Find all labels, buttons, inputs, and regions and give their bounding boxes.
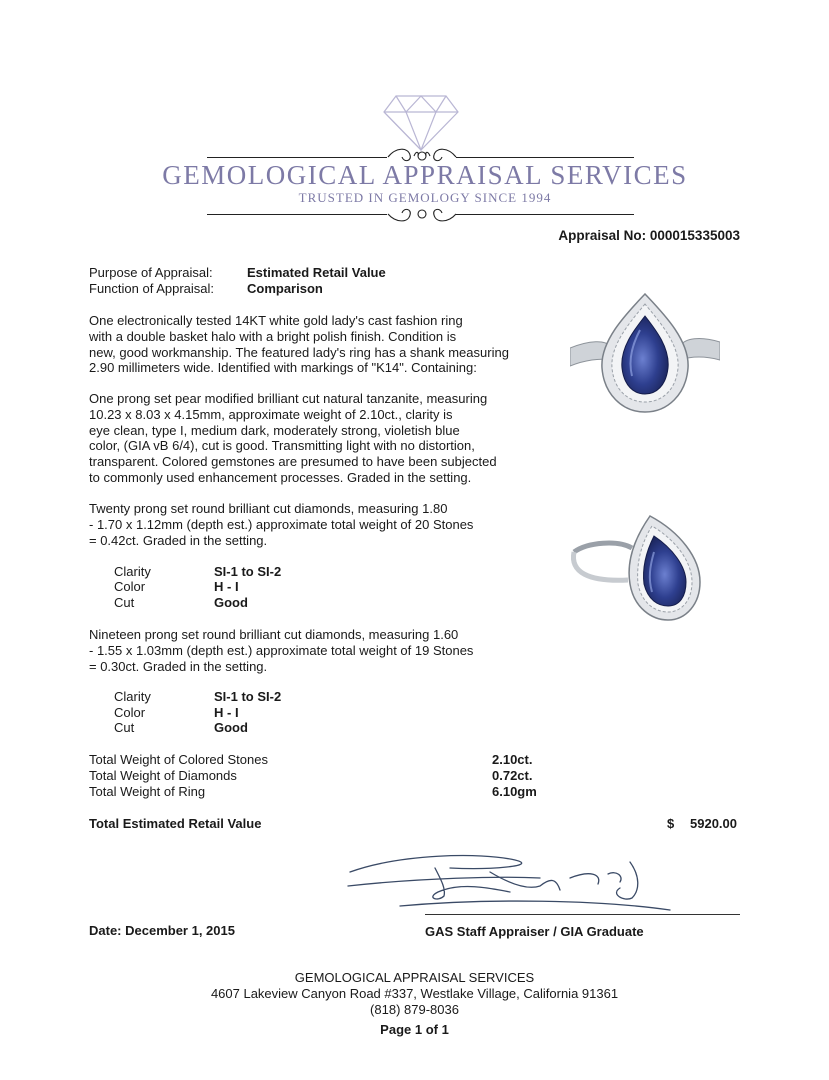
appraisal-number: Appraisal No: 000015335003 — [558, 228, 740, 243]
text-line: - 1.55 x 1.03mm (depth est.) approximate total weight of 19 Stones — [89, 642, 474, 658]
function-value: Comparison — [247, 281, 323, 296]
retail-value-label: Total Estimated Retail Value — [89, 816, 262, 831]
cut-value: Good — [214, 720, 248, 735]
text-line: 10.23 x 8.03 x 4.15mm, approximate weight of 2.10ct., clarity is — [89, 406, 453, 422]
page-number: Page 1 of 1 — [380, 1022, 449, 1037]
color-label: Color — [114, 579, 146, 594]
header-rule-bottom-right — [456, 214, 634, 215]
clarity-label: Clarity — [114, 564, 151, 579]
diamonds-group-1-description — [89, 501, 539, 548]
text-line: color, (GIA vB 6/4), cut is good. Transmitting light with no distortion, — [89, 438, 475, 454]
header-rule-bottom-left — [207, 214, 387, 215]
ring-side-view-image — [568, 512, 718, 632]
purpose-label: Purpose of Appraisal: — [89, 265, 213, 280]
ring-description — [89, 313, 539, 376]
function-label: Function of Appraisal: — [89, 281, 215, 296]
header-rule-top-right — [456, 157, 634, 158]
cut-label: Cut — [114, 595, 135, 610]
text-line: with a double basket halo with a bright polish finish. Condition is — [89, 328, 457, 344]
text-line: = 0.42ct. Graded in the setting. — [89, 532, 268, 548]
total-diamonds-label: Total Weight of Diamonds — [89, 768, 237, 783]
signature-line — [425, 914, 740, 915]
color-value: H - I — [214, 579, 239, 594]
center-stone-description — [89, 391, 539, 486]
total-colored-value: 2.10ct. — [492, 752, 533, 767]
scroll-ornament-bottom-icon — [386, 203, 458, 225]
retail-value: 5920.00 — [690, 816, 737, 831]
text-line: transparent. Colored gemstones are presumed to have been subjected — [89, 454, 497, 470]
header-rule-top-left — [207, 157, 387, 158]
appraiser-signature-icon — [340, 848, 700, 918]
appraiser-title: GAS Staff Appraiser / GIA Graduate — [425, 924, 644, 939]
footer-company: GEMOLOGICAL APPRAISAL SERVICES — [294, 970, 535, 985]
text-line: Nineteen prong set round brilliant cut diamonds, measuring 1.60 — [89, 627, 459, 642]
clarity-label: Clarity — [114, 689, 151, 704]
text-line: One prong set pear modified brilliant cut natural tanzanite, measuring — [89, 391, 488, 406]
company-title: GEMOLOGICAL APPRAISAL SERVICES — [162, 160, 688, 190]
currency-symbol: $ — [667, 816, 675, 831]
total-ring-label: Total Weight of Ring — [89, 784, 206, 799]
clarity-value: SI-1 to SI-2 — [214, 564, 282, 579]
cut-value: Good — [214, 595, 248, 610]
appraisal-date: Date: December 1, 2015 — [89, 923, 235, 938]
text-line: eye clean, type I, medium dark, moderately strong, violetish blue — [89, 422, 460, 438]
text-line: 2.90 millimeters wide. Identified with markings of "K14". Containing: — [89, 360, 477, 376]
total-colored-label: Total Weight of Colored Stones — [89, 752, 268, 767]
text-line: new, good workmanship. The featured lady's ring has a shank measuring — [89, 344, 509, 360]
diamonds-group-2-description — [89, 627, 539, 674]
color-value: H - I — [214, 705, 239, 720]
cut-label: Cut — [114, 720, 135, 735]
purpose-value: Estimated Retail Value — [247, 265, 386, 280]
text-line: to commonly used enhancement processes. Graded in the setting. — [89, 469, 472, 485]
total-diamonds-value: 0.72ct. — [492, 768, 533, 783]
text-line: One electronically tested 14KT white gold lady's cast fashion ring — [89, 313, 463, 328]
text-line: - 1.70 x 1.12mm (depth est.) approximate total weight of 20 Stones — [89, 516, 474, 532]
footer-address: 4607 Lakeview Canyon Road #337, Westlake Village, California 91361 — [210, 986, 619, 1001]
text-line: Twenty prong set round brilliant cut diamonds, measuring 1.80 — [89, 501, 448, 516]
color-label: Color — [114, 705, 146, 720]
footer-phone: (818) 879-8036 — [370, 1002, 459, 1017]
ring-top-view-image — [570, 290, 720, 420]
text-line: = 0.30ct. Graded in the setting. — [89, 658, 268, 674]
clarity-value: SI-1 to SI-2 — [214, 689, 282, 704]
diamond-logo-icon — [382, 92, 460, 152]
total-ring-value: 6.10gm — [492, 784, 537, 799]
company-tagline: TRUSTED IN GEMOLOGY SINCE 1994 — [298, 190, 552, 205]
